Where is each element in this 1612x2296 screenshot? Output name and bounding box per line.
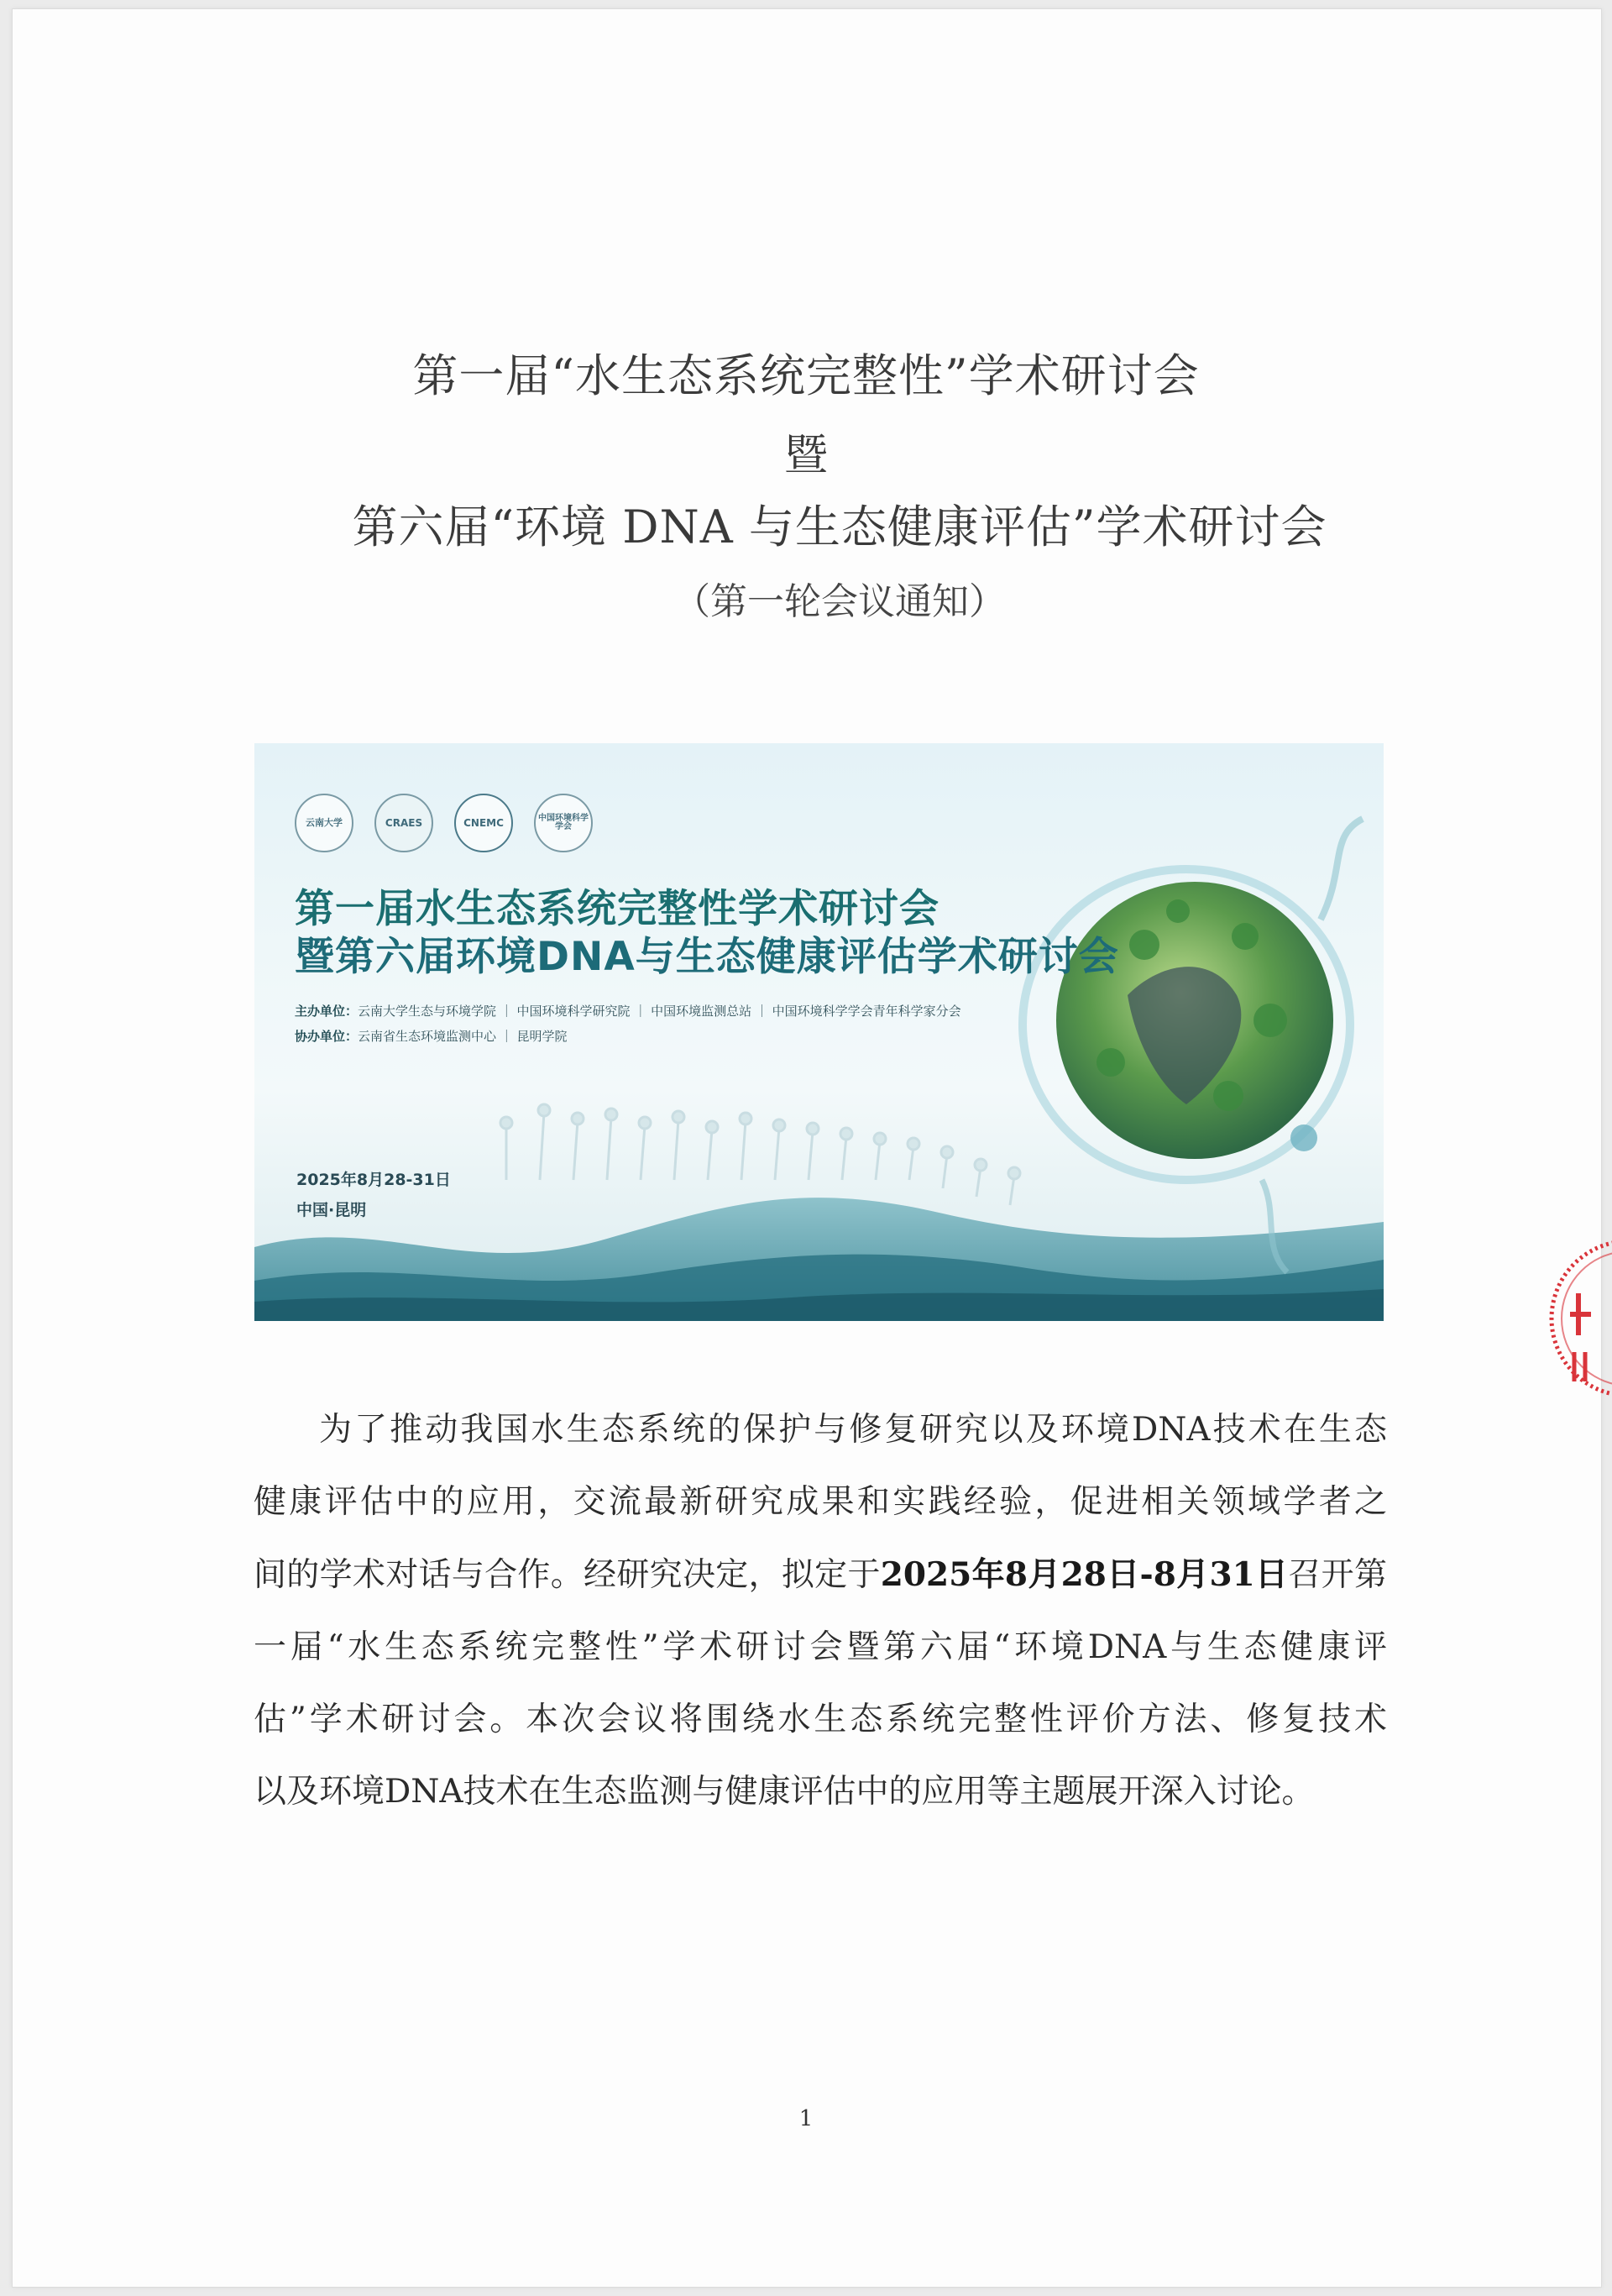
banner-title-line2: 暨第六届环境DNA与生态健康评估学术研讨会: [295, 934, 1119, 980]
page-number: 1: [798, 2106, 814, 2131]
banner-place: 中国·昆明: [296, 1201, 367, 1219]
body-line-3: [254, 1539, 1387, 1612]
banner-date: 2025年8月28-31日: [296, 1171, 451, 1189]
craes-logo: CRAES: [374, 794, 433, 852]
title-connector: 暨: [783, 431, 828, 481]
conference-banner: [254, 743, 1384, 1321]
body-paragraph: [254, 1394, 1387, 1828]
body-line-5: 估”学术研讨会。本次会议将围绕水生态系统完整性评价方法、修复技术: [254, 1701, 1387, 1738]
body-line-4: 一届“水生态系统完整性”学术研讨会暨第六届“环境DNA与生态健康评: [254, 1628, 1387, 1666]
banner-co-units: [295, 1027, 568, 1045]
red-seal-stamp: [1545, 1234, 1612, 1402]
csees-logo: 中国环境科学学会: [534, 794, 593, 852]
body-line-2: 健康评估中的应用，交流最新研究成果和实践经验，促进相关领域学者之: [254, 1483, 1387, 1521]
document-subtitle: （第一轮会议通知）: [673, 580, 1006, 623]
document-title-line2: 第六届“环境 DNA 与生态健康评估”学术研讨会: [352, 501, 1327, 553]
co-label: 协办单位：: [295, 1029, 359, 1044]
body-line-1: 为了推动我国水生态系统的保护与修复研究以及环境DNA技术在生态: [319, 1411, 1387, 1449]
host-label: 主办单位：: [295, 1004, 359, 1019]
banner-title-line1: 第一届水生态系统完整性学术研讨会: [295, 886, 939, 932]
yunnan-university-logo: 云南大学: [295, 794, 353, 852]
body-line-3-pre: 间的学术对话与合作。经研究决定，拟定于: [254, 1556, 881, 1594]
cnemc-logo: CNEMC: [454, 794, 513, 852]
banner-host-units: [295, 1002, 961, 1020]
co-units-text: 云南省生态环境监测中心 ｜ 昆明学院: [358, 1029, 568, 1044]
document-title-line1: 第一届“水生态系统完整性”学术研讨会: [412, 349, 1200, 402]
host-units-text: 云南大学生态与环境学院 ｜ 中国环境科学研究院 ｜ 中国环境监测总站 ｜ 中国环境科学学会青年科学家分会: [358, 1004, 961, 1019]
body-line-3-post: 召开第: [1288, 1556, 1387, 1594]
conference-dates: 2025年8月28日-8月31日: [880, 1555, 1289, 1594]
body-line-6: 以及环境DNA技术在生态监测与健康评估中的应用等主题展开深入讨论。: [254, 1773, 1315, 1811]
